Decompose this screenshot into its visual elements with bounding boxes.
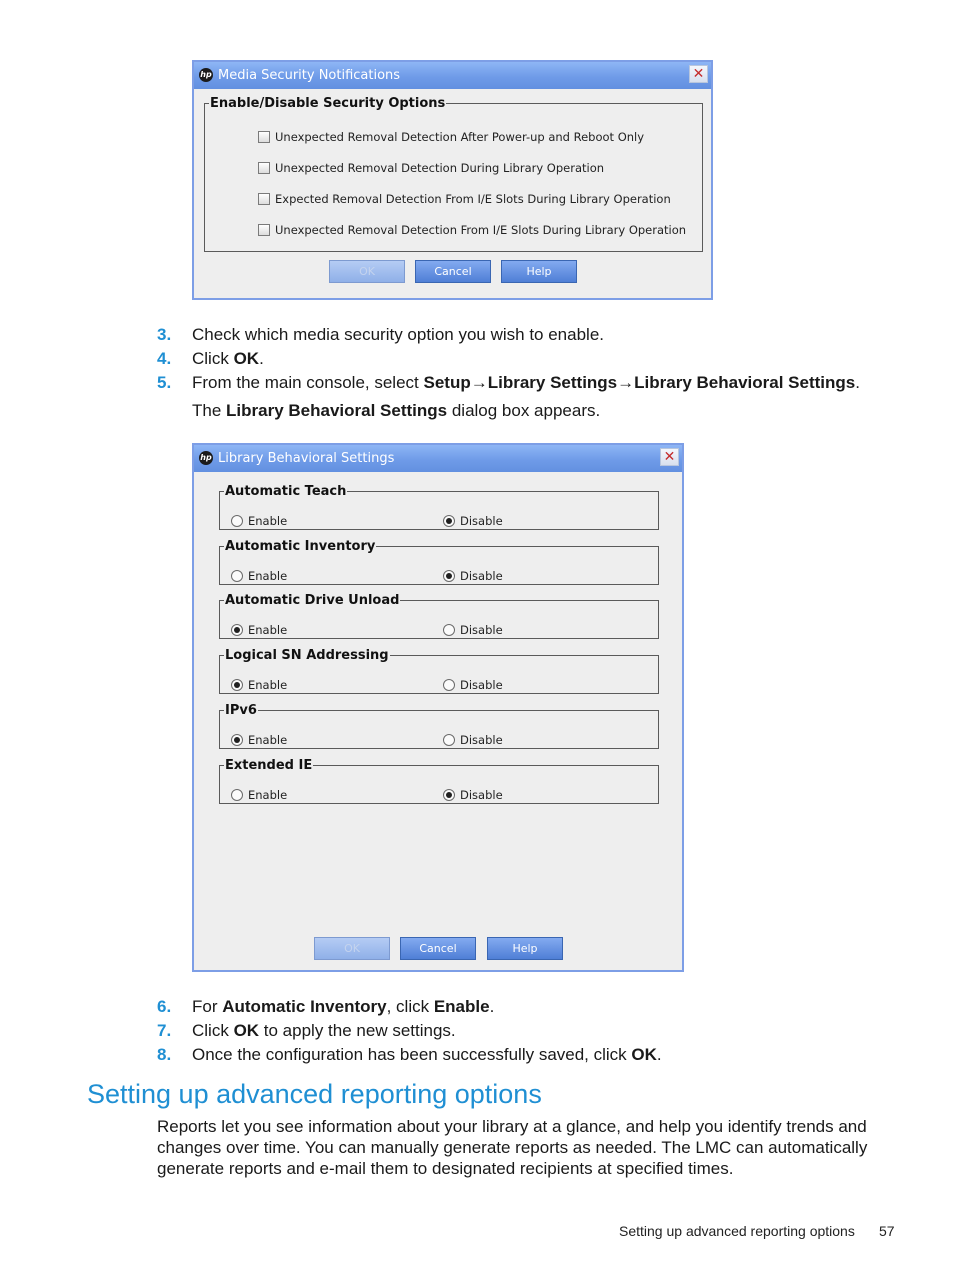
menu-library-settings: Library Settings xyxy=(487,373,618,392)
group-title: IPv6 xyxy=(225,703,257,718)
radio-selected-icon[interactable] xyxy=(443,570,455,582)
automatic-drive-unload-group xyxy=(219,593,659,639)
disable-radio[interactable] xyxy=(443,514,503,528)
footer-section-title: Setting up advanced reporting options xyxy=(619,1223,855,1239)
group-title: Extended IE xyxy=(225,758,313,773)
library-behavioral-settings-dialog xyxy=(192,443,684,972)
checkbox-label: Expected Removal Detection From I/E Slots During Library Operation xyxy=(275,192,671,206)
radio-label: Enable xyxy=(248,623,288,637)
media-security-dialog xyxy=(192,60,713,300)
help-button[interactable]: Help xyxy=(487,937,563,960)
note-text: The xyxy=(192,401,227,420)
step-number: 8. xyxy=(157,1045,172,1064)
step-number: 5. xyxy=(157,373,172,392)
enable-radio[interactable] xyxy=(231,678,287,692)
radio-icon[interactable] xyxy=(443,624,455,636)
radio-selected-icon[interactable] xyxy=(443,515,455,527)
step-text: From the main console, select xyxy=(192,373,424,392)
hp-logo-icon: hp xyxy=(199,451,213,465)
security-option-checkbox[interactable] xyxy=(258,161,604,175)
step-bold: Enable xyxy=(433,997,490,1016)
group-title: Automatic Inventory xyxy=(225,539,376,554)
security-options-group xyxy=(204,96,703,252)
radio-icon[interactable] xyxy=(231,570,243,582)
radio-label: Disable xyxy=(460,514,503,528)
note-text: dialog box appears. xyxy=(447,401,601,420)
step-text: Check which media security option you wish to enable. xyxy=(192,325,604,344)
dialog-titlebar xyxy=(194,62,711,89)
step-8 xyxy=(157,1045,662,1065)
radio-label: Enable xyxy=(248,733,288,747)
cancel-button[interactable]: Cancel xyxy=(415,260,491,283)
radio-icon[interactable] xyxy=(231,789,243,801)
step-text: . xyxy=(259,349,264,368)
disable-radio[interactable] xyxy=(443,623,503,637)
radio-selected-icon[interactable] xyxy=(231,679,243,691)
security-option-checkbox[interactable] xyxy=(258,223,686,237)
step-text: . xyxy=(489,997,495,1016)
group-title: Enable/Disable Security Options xyxy=(210,96,446,111)
help-button[interactable]: Help xyxy=(501,260,577,283)
step-bold: OK xyxy=(233,1021,260,1040)
step-number: 4. xyxy=(157,349,172,368)
security-option-checkbox[interactable] xyxy=(258,192,671,206)
disable-radio[interactable] xyxy=(443,788,503,802)
radio-label: Enable xyxy=(248,678,288,692)
enable-radio[interactable] xyxy=(231,733,287,747)
disable-radio[interactable] xyxy=(443,733,503,747)
menu-library-behavioral-settings: Library Behavioral Settings xyxy=(634,373,856,392)
radio-icon[interactable] xyxy=(443,679,455,691)
radio-label: Disable xyxy=(460,623,503,637)
radio-icon[interactable] xyxy=(443,734,455,746)
step-4 xyxy=(157,349,264,369)
security-option-checkbox[interactable] xyxy=(258,130,644,144)
dialog-title: Library Behavioral Settings xyxy=(218,451,395,466)
enable-radio[interactable] xyxy=(231,623,287,637)
step-6 xyxy=(157,997,494,1017)
radio-label: Disable xyxy=(460,678,503,692)
step-bold: OK xyxy=(631,1045,657,1064)
step-text: to apply the new settings. xyxy=(259,1021,456,1040)
step-text: , click xyxy=(386,997,434,1016)
logical-sn-addressing-group xyxy=(219,648,659,694)
section-heading: Setting up advanced reporting options xyxy=(87,1079,542,1109)
group-title: Automatic Drive Unload xyxy=(225,593,400,608)
checkbox-label: Unexpected Removal Detection During Library Operation xyxy=(275,161,605,175)
radio-label: Enable xyxy=(248,514,288,528)
checkbox-label: Unexpected Removal Detection After Power-up and Reboot Only xyxy=(275,130,645,144)
step-7 xyxy=(157,1021,456,1041)
radio-selected-icon[interactable] xyxy=(443,789,455,801)
disable-radio[interactable] xyxy=(443,569,503,583)
radio-icon[interactable] xyxy=(231,515,243,527)
radio-label: Disable xyxy=(460,733,503,747)
step-3 xyxy=(157,325,604,345)
step-text: Click xyxy=(192,1021,234,1040)
step-text: Click xyxy=(192,349,234,368)
enable-radio[interactable] xyxy=(231,788,287,802)
radio-label: Disable xyxy=(460,569,503,583)
step-bold: Automatic Inventory xyxy=(222,997,387,1016)
checkbox-label: Unexpected Removal Detection From I/E Slots During Library Operation xyxy=(275,223,687,237)
arrow-icon: → xyxy=(617,373,635,392)
radio-label: Enable xyxy=(248,569,288,583)
enable-radio[interactable] xyxy=(231,514,287,528)
step-text: . xyxy=(656,1045,662,1064)
step-number: 7. xyxy=(157,1021,172,1040)
step-number: 3. xyxy=(157,325,172,344)
checkbox-icon[interactable] xyxy=(258,193,270,205)
arrow-icon: → xyxy=(470,373,488,392)
step-bold: OK xyxy=(233,349,260,368)
ok-button[interactable]: OK xyxy=(314,937,390,960)
checkbox-icon[interactable] xyxy=(258,131,270,143)
step-5-note xyxy=(192,401,600,421)
ipv6-group xyxy=(219,703,659,749)
step-text: . xyxy=(855,373,860,392)
step-number: 6. xyxy=(157,997,172,1016)
menu-setup: Setup xyxy=(423,373,471,392)
step-5 xyxy=(157,373,860,393)
close-icon[interactable]: ✕ xyxy=(660,448,679,466)
close-icon[interactable]: ✕ xyxy=(689,65,708,83)
ok-button[interactable]: OK xyxy=(329,260,405,283)
enable-radio[interactable] xyxy=(231,569,287,583)
checkbox-icon[interactable] xyxy=(258,224,270,236)
radio-label: Disable xyxy=(460,788,503,802)
step-text: Once the configuration has been successfully saved, click xyxy=(192,1045,632,1064)
section-paragraph: Reports let you see information about your library at a glance, and help you identify trends and changes over time. You can manually generate reports as needed. The LMC can automatically generate reports and e-mail them to designated recipients at specified times. xyxy=(157,1117,868,1178)
radio-selected-icon[interactable] xyxy=(231,624,243,636)
dialog-title: Media Security Notifications xyxy=(218,68,401,83)
checkbox-icon[interactable] xyxy=(258,162,270,174)
group-title: Automatic Teach xyxy=(225,484,347,499)
automatic-teach-group xyxy=(219,484,659,530)
step-text: For xyxy=(192,997,223,1016)
radio-selected-icon[interactable] xyxy=(231,734,243,746)
group-title: Logical SN Addressing xyxy=(225,648,389,663)
page-number: 57 xyxy=(879,1223,895,1239)
automatic-inventory-group xyxy=(219,539,659,585)
extended-ie-group xyxy=(219,758,659,804)
dialog-titlebar xyxy=(194,445,682,472)
note-bold: Library Behavioral Settings xyxy=(226,401,448,420)
radio-label: Enable xyxy=(248,788,288,802)
hp-logo-icon: hp xyxy=(199,68,213,82)
cancel-button[interactable]: Cancel xyxy=(400,937,476,960)
disable-radio[interactable] xyxy=(443,678,503,692)
